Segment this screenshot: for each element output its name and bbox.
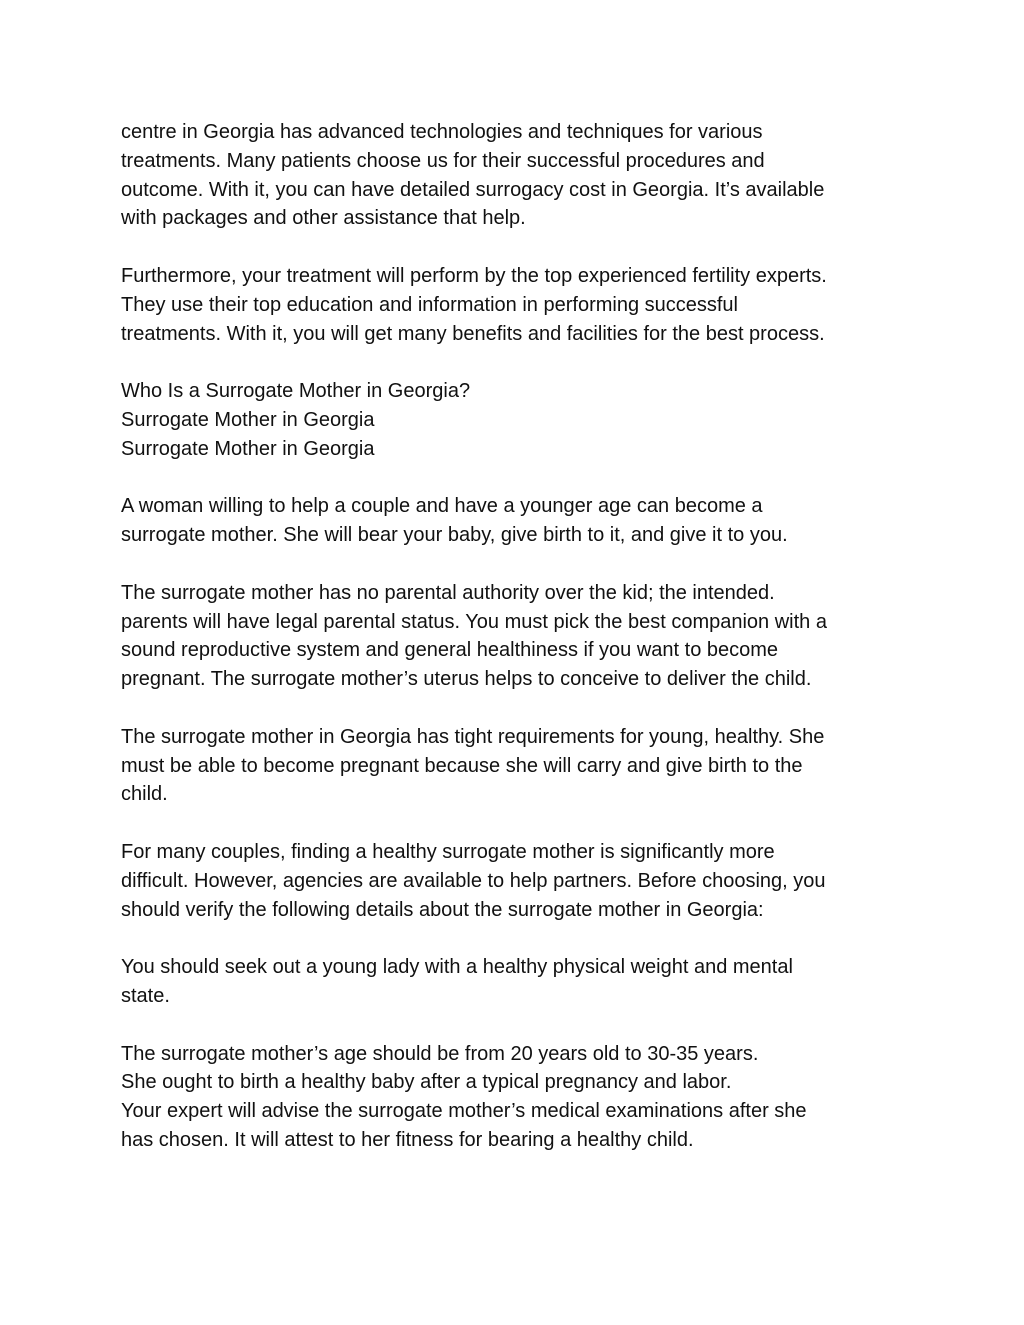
paragraph-who-can-become — [121, 492, 911, 550]
image-caption: Surrogate Mother in Georgia — [121, 408, 375, 431]
text-line: treatments. With it, you will get many benefits and facilities for the best process. — [121, 322, 825, 345]
text-line: They use their top education and information in performing successful — [121, 293, 739, 316]
section-heading: Who Is a Surrogate Mother in Georgia? — [121, 380, 471, 403]
text-line: You should seek out a young lady with a healthy physical weight and mental — [121, 956, 793, 979]
text-line: with packages and other assistance that help. — [121, 207, 526, 230]
text-line: difficult. However, agencies are available to help partners. Before choosing, you — [121, 869, 826, 892]
text-line: should verify the following details about the surrogate mother in Georgia: — [121, 898, 764, 921]
text-line: A woman willing to help a couple and have a younger age can become a — [121, 495, 763, 518]
text-line: must be able to become pregnant because she will carry and give birth to the — [121, 754, 803, 777]
text-line: Furthermore, your treatment will perform by the top experienced fertility experts. — [121, 264, 827, 287]
paragraph-healthy-weight — [121, 953, 911, 1011]
text-line: parents will have legal parental status. You must pick the best companion with a — [121, 610, 827, 633]
section-heading-group — [121, 377, 911, 463]
paragraph-finding-surrogate — [121, 838, 911, 924]
text-line: surrogate mother. She will bear your baby, give birth to it, and give it to you. — [121, 524, 788, 547]
text-line: The surrogate mother has no parental authority over the kid; the intended. — [121, 581, 775, 604]
text-line: centre in Georgia has advanced technologies and techniques for various — [121, 121, 763, 143]
paragraph-centre-technologies — [121, 118, 911, 233]
paragraph-parental-authority — [121, 579, 911, 694]
text-line: pregnant. The surrogate mother’s uterus helps to conceive to deliver the child. — [121, 668, 812, 691]
text-line: treatments. Many patients choose us for their successful procedures and — [121, 149, 765, 172]
text-line: The surrogate mother in Georgia has tight requirements for young, healthy. She — [121, 725, 825, 748]
paragraph-fertility-experts — [121, 262, 911, 348]
text-line: For many couples, finding a healthy surrogate mother is significantly more — [121, 840, 775, 863]
text-line: sound reproductive system and general healthiness if you want to become — [121, 639, 779, 662]
paragraph-age-and-exams — [121, 1040, 911, 1155]
text-line: child. — [121, 783, 168, 806]
text-line: Your expert will advise the surrogate mother’s medical examinations after she — [121, 1100, 807, 1123]
text-line: She ought to birth a healthy baby after a typical pregnancy and labor. — [121, 1071, 732, 1094]
document-body — [121, 118, 911, 1183]
paragraph-requirements — [121, 723, 911, 809]
text-line: The surrogate mother’s age should be from 20 years old to 30-35 years. — [121, 1042, 759, 1065]
text-line: outcome. With it, you can have detailed surrogacy cost in Georgia. It’s available — [121, 178, 825, 201]
text-line: state. — [121, 984, 170, 1007]
image-caption: Surrogate Mother in Georgia — [121, 437, 375, 460]
text-line: has chosen. It will attest to her fitness for bearing a healthy child. — [121, 1128, 694, 1151]
